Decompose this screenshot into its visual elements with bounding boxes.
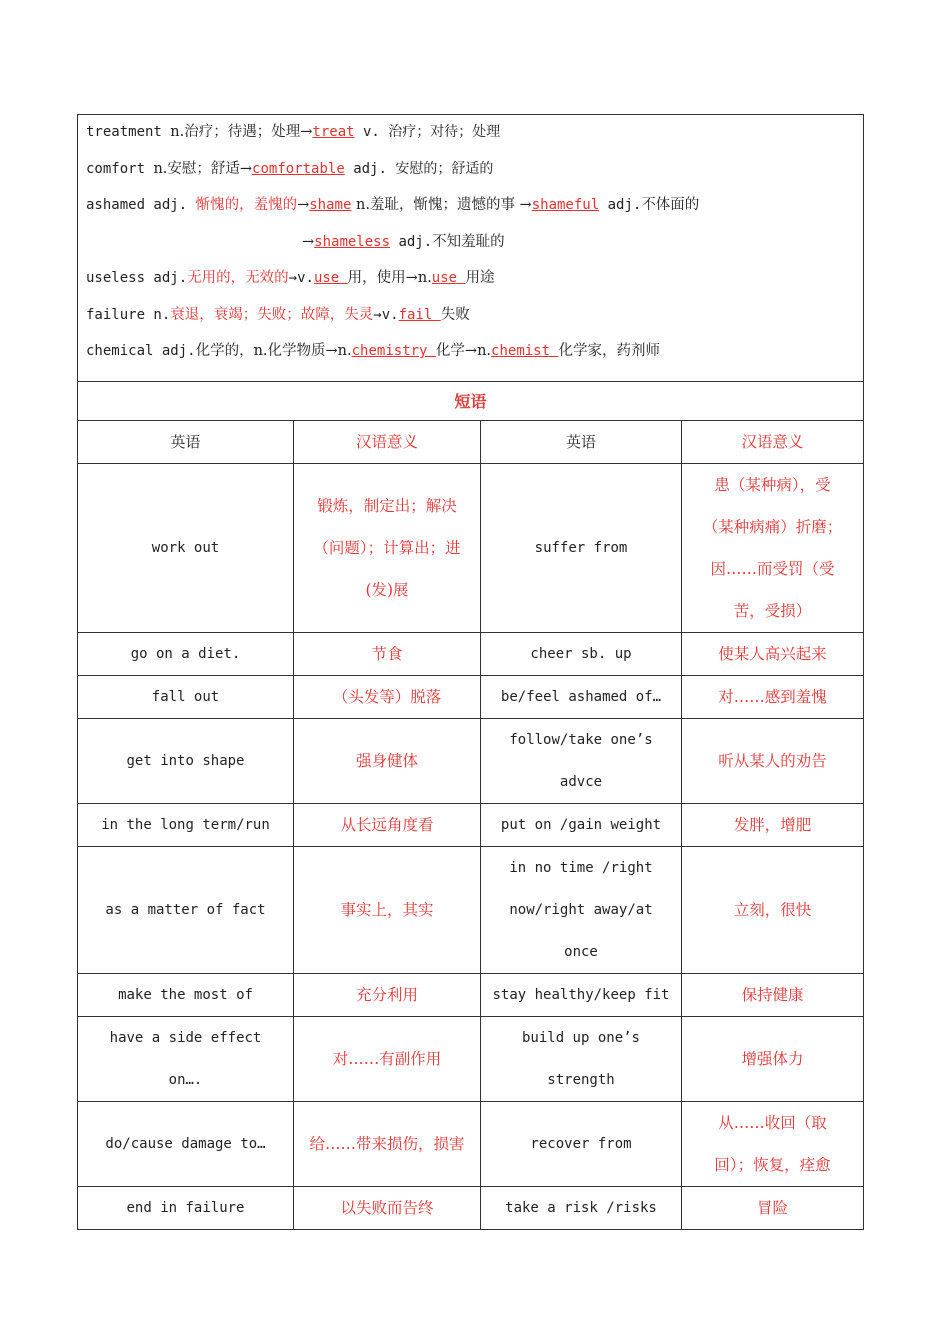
phrase-chinese	[294, 1186, 481, 1229]
phrase-row	[78, 1101, 864, 1186]
phrase-chinese-line: 充分利用	[355, 985, 418, 1004]
phrase-row	[78, 1016, 864, 1101]
pos: →v.	[288, 270, 314, 286]
vocab-line-comfort	[86, 156, 855, 193]
phrase-row	[78, 1186, 864, 1229]
header-chinese-2: 汉语意义	[682, 420, 864, 463]
phrase-english-line: put on /gain weight	[500, 816, 662, 833]
phrase-chinese-line: 保持健康	[741, 985, 804, 1004]
phrase-english-line: in no time /right	[509, 859, 653, 876]
phrase-chinese	[294, 1101, 481, 1186]
phrase-english-line: on….	[168, 1071, 203, 1088]
pos: →v.	[373, 306, 399, 323]
phrase-chinese-line: （问题）；计算出；进	[313, 538, 461, 557]
phrase-chinese-line: 发胖，增肥	[733, 815, 812, 834]
phrase-chinese-line: （某种病痛）折磨；	[702, 517, 843, 536]
phrase-chinese-line: 从……收回（取	[718, 1113, 827, 1132]
phrase-english-line: cheer sb. up	[530, 645, 632, 662]
vocabulary-table	[77, 114, 864, 1230]
phrase-chinese	[294, 1016, 481, 1101]
phrase-english-line: get into shape	[126, 752, 245, 769]
phrase-english-line: in the long term/run	[101, 816, 270, 833]
phrase-chinese-line: 锻炼，制定出；解决	[317, 496, 457, 515]
vocab-line-ashamed	[86, 192, 855, 229]
phrase-english	[481, 632, 682, 675]
phrase-english-line: stay healthy/keep fit	[492, 986, 670, 1003]
vocab-line-treatment	[86, 119, 855, 156]
section-title-row	[78, 381, 864, 420]
phrase-english-line: build up one’s	[521, 1029, 640, 1046]
header-english-1: 英语	[78, 420, 294, 463]
phrase-english	[78, 973, 294, 1016]
phrase-chinese-line: 听从某人的劝告	[718, 751, 827, 770]
phrase-row	[78, 718, 864, 803]
phrase-english-line: work out	[151, 539, 220, 556]
phrase-table-body	[78, 463, 864, 1229]
phrase-chinese	[294, 846, 481, 973]
phrase-english	[481, 1186, 682, 1229]
answer-meaning: 衰退，衰竭；失败；故障，失灵	[170, 306, 374, 323]
phrase-english	[78, 1186, 294, 1229]
phrase-english	[481, 675, 682, 718]
phrase-row	[78, 463, 864, 632]
meaning: 化学→n.	[435, 343, 492, 359]
word-family-block	[78, 115, 864, 382]
phrase-english-line: as a matter of fact	[105, 901, 266, 918]
header-english-2: 英语	[481, 420, 682, 463]
phrase-english-line: strength	[547, 1071, 615, 1088]
pos: adj.	[390, 233, 433, 250]
meaning: 不知羞耻的	[432, 233, 505, 250]
arrow: →	[302, 233, 315, 250]
header-row	[78, 420, 864, 463]
phrase-chinese-line: 因……而受罚（受	[710, 559, 835, 578]
phrase-chinese-line: (发)展	[365, 580, 409, 599]
answer-word: shame	[309, 197, 352, 213]
vocab-line-failure	[86, 302, 855, 339]
phrase-english	[481, 718, 682, 803]
phrase-chinese-line: 冒险	[756, 1198, 788, 1217]
phrase-english-line: follow/take one’s	[509, 731, 653, 748]
phrase-chinese	[682, 1016, 864, 1101]
phrase-row	[78, 803, 864, 846]
arrow: →	[297, 197, 310, 213]
word: failure n.	[86, 306, 171, 323]
answer-word: use	[431, 270, 466, 286]
meaning: 化学的，n.化学物质→n.	[195, 343, 352, 359]
meaning: 失败	[440, 306, 470, 323]
phrase-chinese-line: 事实上，其实	[340, 900, 434, 919]
answer-word: shameless	[314, 233, 391, 250]
phrase-chinese	[294, 718, 481, 803]
phrase-chinese-line: 节食	[371, 644, 403, 663]
answer-meaning: 惭愧的，羞愧的	[195, 197, 298, 213]
phrase-english	[481, 1101, 682, 1186]
phrase-english	[78, 1016, 294, 1101]
phrase-english	[78, 846, 294, 973]
answer-word: use	[313, 270, 348, 286]
phrase-chinese-line: 给……带来损伤，损害	[309, 1134, 465, 1153]
phrase-english	[78, 675, 294, 718]
phrase-chinese	[682, 1101, 864, 1186]
phrase-chinese-line: 对……有副作用	[332, 1049, 442, 1068]
phrase-chinese	[682, 718, 864, 803]
answer-word: treat	[312, 124, 355, 140]
phrase-chinese-line: 立刻，很快	[733, 900, 812, 919]
phrase-english-line: make the most of	[118, 986, 253, 1003]
phrase-chinese	[294, 803, 481, 846]
phrase-row	[78, 846, 864, 973]
phrase-chinese-line: 以失败而告终	[340, 1198, 434, 1217]
phrase-chinese	[682, 803, 864, 846]
meaning: n.羞耻，惭愧；遗憾的事 →	[351, 197, 532, 213]
phrase-english	[78, 632, 294, 675]
phrase-chinese	[682, 632, 864, 675]
word: ashamed adj.	[86, 197, 196, 213]
phrase-english	[78, 463, 294, 632]
word: useless adj.	[86, 270, 188, 286]
phrase-english-line: recover from	[530, 1135, 632, 1152]
phrase-chinese-line: 回）；恢复，痊愈	[714, 1155, 831, 1174]
phrase-row	[78, 973, 864, 1016]
phrase-chinese	[682, 463, 864, 632]
phrase-chinese-line: 增强体力	[741, 1049, 804, 1068]
phrase-chinese	[294, 675, 481, 718]
meaning: 化学家，药剂师	[558, 343, 660, 359]
word: treatment	[86, 124, 171, 140]
pos: adj.	[599, 197, 642, 213]
phrase-row	[78, 632, 864, 675]
meaning: 用途	[465, 270, 495, 286]
phrase-chinese-line: 苦，受损）	[733, 601, 812, 620]
phrase-chinese	[682, 846, 864, 973]
word: chemical adj.	[86, 343, 196, 359]
phrase-english-line: fall out	[151, 688, 220, 705]
vocab-line-shameless	[86, 229, 855, 266]
phrase-english-line: end in failure	[126, 1199, 245, 1216]
answer-word: shameful	[531, 197, 600, 213]
phrase-chinese-line: 从长远角度看	[340, 815, 434, 834]
meaning: v. 治疗；对待；处理	[354, 124, 501, 140]
meaning: 用，使用→n.	[347, 270, 432, 286]
phrase-chinese	[682, 1186, 864, 1229]
phrase-english-line: have a side effect	[109, 1029, 262, 1046]
word: comfort	[86, 160, 154, 177]
phrase-chinese-line: （头发等）脱落	[332, 687, 442, 706]
phrase-english	[78, 803, 294, 846]
phrase-english	[481, 973, 682, 1016]
meaning: 不体面的	[641, 197, 700, 213]
phrase-chinese-line: 患（某种病），受	[714, 475, 831, 494]
answer-word: chemistry	[351, 343, 436, 359]
phrase-english-line: do/cause damage to…	[105, 1135, 266, 1152]
phrase-english	[481, 463, 682, 632]
meaning: adj. 安慰的；舒适的	[344, 160, 494, 177]
header-chinese-1: 汉语意义	[294, 420, 481, 463]
answer-word: chemist	[491, 343, 559, 359]
phrase-english	[481, 846, 682, 973]
phrase-chinese-line: 使某人高兴起来	[718, 644, 827, 663]
phrase-chinese	[294, 632, 481, 675]
vocab-line-chemical	[86, 338, 855, 375]
phrase-english	[481, 803, 682, 846]
phrase-english	[78, 718, 294, 803]
phrase-english-line: take a risk /risks	[505, 1199, 657, 1216]
phrase-english-line: go on a diet.	[130, 645, 241, 662]
meaning: n.安慰；舒适→	[153, 160, 253, 177]
meaning: n.治疗；待遇；处理→	[170, 124, 313, 140]
phrase-chinese	[682, 675, 864, 718]
phrase-chinese	[294, 973, 481, 1016]
answer-meaning: 无用的，无效的	[187, 270, 289, 286]
phrase-english	[78, 1101, 294, 1186]
phrase-chinese	[294, 463, 481, 632]
phrase-row	[78, 675, 864, 718]
word-family-row	[78, 115, 864, 382]
phrase-english-line: suffer from	[534, 539, 628, 556]
phrase-chinese	[682, 973, 864, 1016]
phrase-english-line: once	[564, 943, 598, 960]
section-title: 短语	[78, 381, 864, 420]
phrase-chinese-line: 对……感到羞愧	[718, 687, 827, 706]
answer-word: comfortable	[252, 160, 345, 177]
phrase-english-line: now/right away/at	[509, 901, 653, 918]
phrase-chinese-line: 强身健体	[355, 751, 418, 770]
phrase-english-line: be/feel ashamed of…	[500, 688, 662, 705]
answer-word: fail	[398, 306, 441, 323]
phrase-english	[481, 1016, 682, 1101]
vocab-line-useless	[86, 265, 855, 302]
phrase-english-line: advce	[559, 773, 603, 790]
